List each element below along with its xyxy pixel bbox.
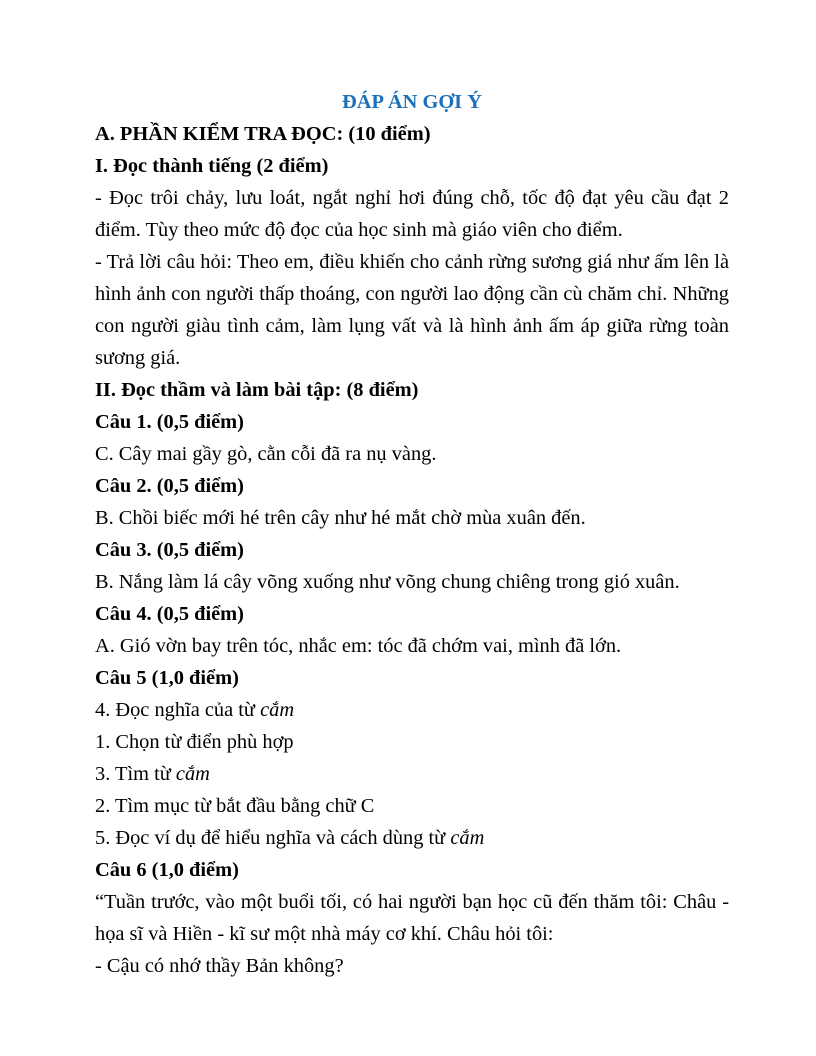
heading-paragraph xyxy=(95,598,729,630)
text-run: A. PHẦN KIỂM TRA ĐỌC: (10 điểm) xyxy=(95,123,431,145)
body-paragraph xyxy=(95,758,729,790)
heading-paragraph xyxy=(95,534,729,566)
text-run: Câu 1. (0,5 điểm) xyxy=(95,411,244,433)
body-paragraph xyxy=(95,502,729,534)
heading-paragraph xyxy=(95,662,729,694)
heading-paragraph xyxy=(95,406,729,438)
heading-paragraph xyxy=(95,854,729,886)
text-run: - Cậu có nhớ thầy Bản không? xyxy=(95,955,344,977)
body-paragraph xyxy=(95,790,729,822)
italic-term: cắm xyxy=(175,763,210,785)
heading-paragraph xyxy=(95,150,729,182)
text-run: B. Nắng làm lá cây võng xuống như võng chung chiêng trong gió xuân. xyxy=(95,571,680,593)
body-paragraph xyxy=(95,630,729,662)
italic-term: cắm xyxy=(260,699,295,721)
body-paragraph xyxy=(95,694,729,726)
text-run: A. Gió vờn bay trên tóc, nhắc em: tóc đã chớm vai, mình đã lớn. xyxy=(95,635,622,657)
text-run: 3. Tìm từ xyxy=(95,763,176,785)
text-run: Câu 6 (1,0 điểm) xyxy=(95,859,239,881)
text-run: 4. Đọc nghĩa của từ xyxy=(95,699,261,721)
text-run: II. Đọc thầm và làm bài tập: (8 điểm) xyxy=(95,379,419,401)
text-run: - Trả lời câu hỏi: Theo em, điều khiến cho cảnh rừng sương giá như ấm lên là hình ảnh con người thấp thoáng, con người lao động cần cù chăm chỉ. Những con người giàu tình cảm, làm lụng vất và là hình ảnh ấm áp giữa rừng toàn sương giá. xyxy=(95,251,729,369)
heading-paragraph xyxy=(95,470,729,502)
document-body xyxy=(95,118,729,982)
text-run: Câu 4. (0,5 điểm) xyxy=(95,603,244,625)
text-run: C. Cây mai gầy gò, cằn cỗi đã ra nụ vàng. xyxy=(95,443,437,465)
text-run: Câu 2. (0,5 điểm) xyxy=(95,475,244,497)
text-run: Câu 5 (1,0 điểm) xyxy=(95,667,239,689)
body-paragraph xyxy=(95,246,729,374)
body-paragraph xyxy=(95,950,729,982)
text-run: B. Chồi biếc mới hé trên cây như hé mắt chờ mùa xuân đến. xyxy=(95,507,586,529)
heading-paragraph xyxy=(95,374,729,406)
text-run: “Tuần trước, vào một buổi tối, có hai người bạn học cũ đến thăm tôi: Châu - họa sĩ và Hiền - kĩ sư một nhà máy cơ khí. Châu hỏi tôi: xyxy=(95,891,729,945)
text-run: Câu 3. (0,5 điểm) xyxy=(95,539,244,561)
text-run: I. Đọc thành tiếng (2 điểm) xyxy=(95,155,329,177)
document-content xyxy=(95,86,729,982)
document-title: ĐÁP ÁN GỢI Ý xyxy=(342,91,482,113)
heading-paragraph xyxy=(95,118,729,150)
text-run: 2. Tìm mục từ bắt đầu bằng chữ C xyxy=(95,795,375,817)
body-paragraph xyxy=(95,438,729,470)
body-paragraph xyxy=(95,182,729,246)
text-run: 1. Chọn từ điển phù hợp xyxy=(95,731,294,753)
body-paragraph xyxy=(95,726,729,758)
body-paragraph xyxy=(95,886,729,950)
text-run: - Đọc trôi chảy, lưu loát, ngắt nghỉ hơi đúng chỗ, tốc độ đạt yêu cầu đạt 2 điểm. Tùy theo mức độ đọc của học sinh mà giáo viên cho điểm. xyxy=(95,187,729,241)
italic-term: cắm xyxy=(450,827,485,849)
text-run: 5. Đọc ví dụ để hiểu nghĩa và cách dùng từ xyxy=(95,827,451,849)
body-paragraph xyxy=(95,566,729,598)
body-paragraph xyxy=(95,822,729,854)
